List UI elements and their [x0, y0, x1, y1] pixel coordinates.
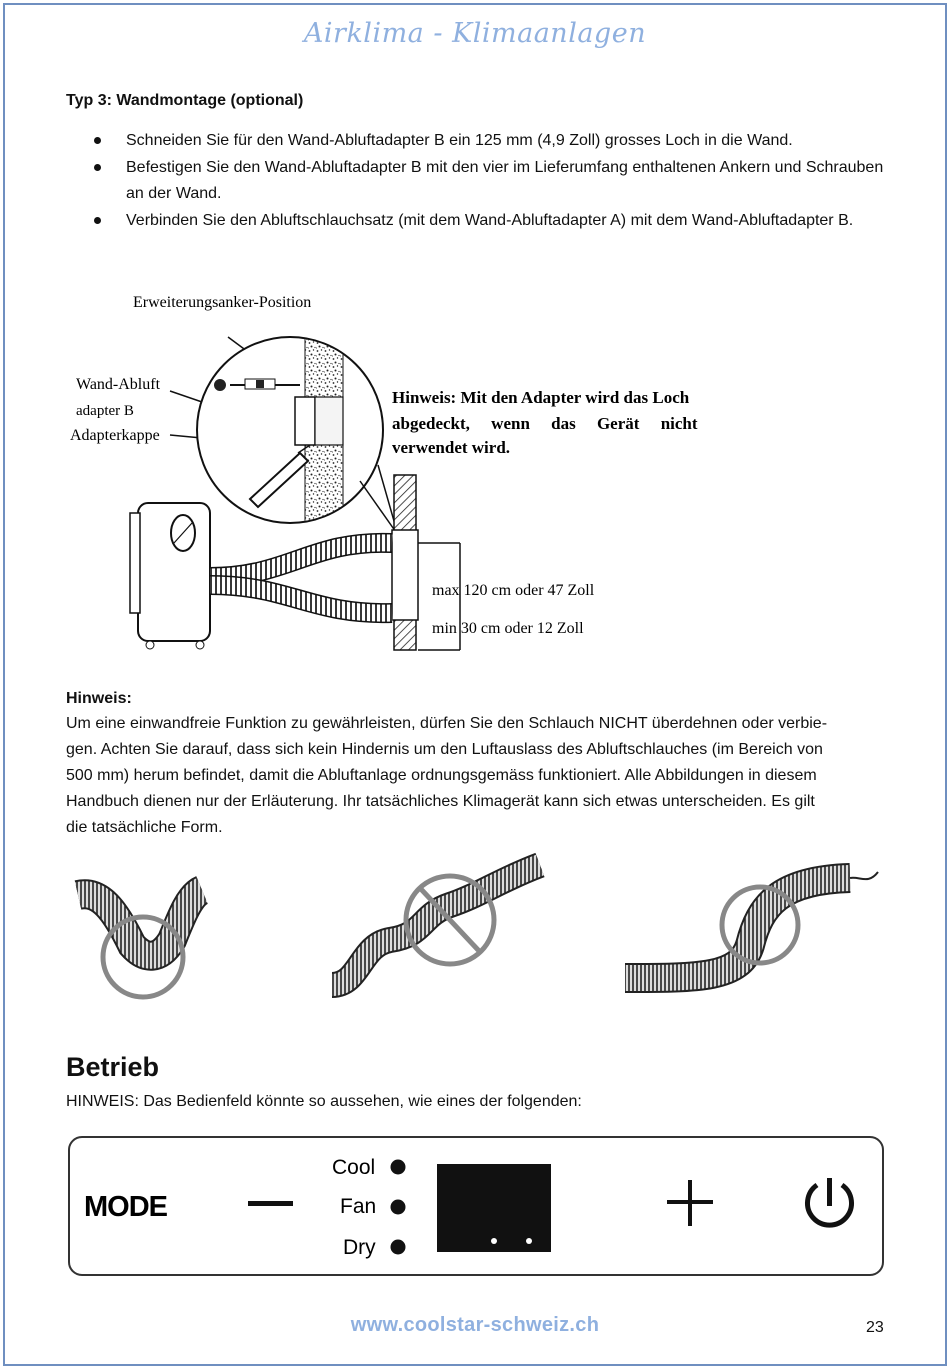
- hose-illustrations: [60, 850, 890, 1010]
- operation-title: Betrieb: [66, 1052, 160, 1082]
- mode-label-fan: Fan: [340, 1195, 377, 1218]
- note-line: 500 mm) herum befindet, damit die Abluftanlage ordnungsgemäss funktioniert. Alle Abbildungen in diesem: [66, 767, 817, 784]
- min-height-label: min 30 cm oder 12 Zoll: [432, 620, 584, 637]
- section-title: Typ 3: Wandmontage (optional): [66, 92, 304, 109]
- control-panel-drawing: [70, 1138, 882, 1274]
- bent-hose-illustration: [78, 890, 202, 997]
- hint-line-3: verwendet wird.: [392, 438, 511, 457]
- twisted-hose-illustration: [332, 865, 540, 985]
- wall-mount-diagram: [60, 285, 780, 665]
- mode-label-cool: Cool: [332, 1156, 376, 1179]
- note-line: Um eine einwandfreie Funktion zu gewährleisten, dürfen Sie den Schlauch NICHT überdehnen oder verbie-: [66, 715, 828, 732]
- list-item-text: Schneiden Sie für den Wand-Abluftadapter B ein 125 mm (4,9 Zoll) grosses Loch in die Wand.: [126, 132, 793, 149]
- list-item: [94, 155, 884, 207]
- adapter-label-line-1: Wand-Abluft: [76, 376, 161, 393]
- cool-indicator-icon: [391, 1160, 406, 1175]
- max-height-label: max 120 cm oder 47 Zoll: [432, 582, 595, 599]
- cap-label: Adapterkappe: [70, 427, 160, 444]
- footer-url[interactable]: www.coolstar-schweiz.ch: [350, 1314, 600, 1336]
- page-number: 23: [866, 1319, 884, 1336]
- note-line: gen. Achten Sie darauf, dass sich kein Hindernis um den Luftauslass des Abluftschlauches (im Bereich von: [66, 741, 823, 758]
- callout-line: [360, 481, 398, 535]
- note-title: Hinweis:: [66, 690, 132, 707]
- list-item-text: Befestigen Sie den Wand-Abluftadapter B mit den vier im Lieferumfang enthaltenen Ankern und Schrauben an der Wand.: [126, 159, 884, 202]
- note-text: [66, 711, 896, 841]
- list-item-text: Verbinden Sie den Abluftschlauchsatz (mit dem Wand-Abluftadapter A) mit dem Wand-Abluftadapter B.: [126, 212, 854, 229]
- list-item: [94, 128, 884, 154]
- display-dot-icon: [491, 1238, 497, 1244]
- instruction-list: [94, 128, 884, 235]
- list-item: [94, 208, 884, 234]
- fan-indicator-icon: [391, 1200, 406, 1215]
- ac-unit: [130, 503, 210, 649]
- header-title: Airklima - Klimaanlagen: [303, 18, 647, 49]
- anchor-label: Erweiterungsanker-Position: [133, 294, 312, 311]
- mode-label-dry: Dry: [343, 1236, 376, 1259]
- bullet-icon: [94, 217, 101, 224]
- wall-adapter: [392, 530, 418, 620]
- correct-hose-illustration: [625, 872, 878, 978]
- note-line: die tatsächliche Form.: [66, 819, 223, 836]
- minus-button[interactable]: [248, 1201, 293, 1206]
- hint-line-2: abgedeckt, wenn das Gerät nicht: [392, 414, 698, 433]
- display-dot-icon: [526, 1238, 532, 1244]
- plus-button[interactable]: [667, 1180, 713, 1226]
- adapter-label-line-2: adapter B: [76, 403, 134, 419]
- mode-button[interactable]: MODE: [84, 1191, 167, 1223]
- bullet-icon: [94, 137, 101, 144]
- detail-magnifier: [197, 325, 383, 535]
- hint-line-1: Hinweis: Mit den Adapter wird das Loch: [392, 388, 690, 407]
- operation-note: HINWEIS: Das Bedienfeld könnte so aussehen, wie eines der folgenden:: [66, 1093, 582, 1110]
- bullet-icon: [94, 164, 101, 171]
- power-icon[interactable]: [808, 1178, 852, 1225]
- note-line: Handbuch dienen nur der Erläuterung. Ihr tatsächliches Klimagerät kann sich etwas unterscheiden. Es gilt: [66, 793, 815, 810]
- control-panel: [68, 1136, 884, 1276]
- dry-indicator-icon: [391, 1240, 406, 1255]
